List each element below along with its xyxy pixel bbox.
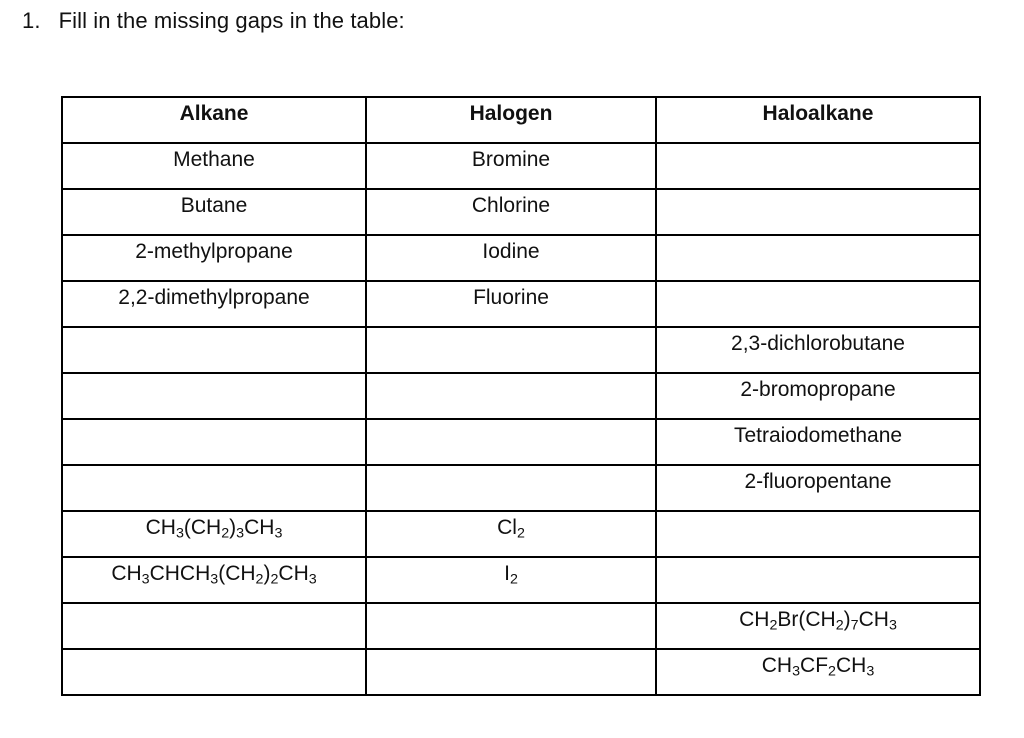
table-row [62,235,980,281]
alkane-cell [62,373,366,419]
header-haloalkane: Haloalkane [656,97,980,143]
halogen-cell [366,603,656,649]
haloalkane-cell: 2-fluoropentane [656,465,980,511]
alkane-cell [62,649,366,695]
haloalkane-cell [656,189,980,235]
alkane-cell [62,603,366,649]
haloalkane-cell: 2-bromopropane [656,373,980,419]
header-halogen: Halogen [366,97,656,143]
table-row [62,373,980,419]
question-text: Fill in the missing gaps in the table: [58,8,405,33]
halogen-cell: Fluorine [366,281,656,327]
halogen-cell [366,327,656,373]
haloalkane-cell [656,281,980,327]
haloalkane-cell: $CH_3CF_2CH_3$ [656,649,980,695]
table-row [62,511,980,557]
halogen-cell: $Cl_2$ [366,511,656,557]
haloalkane-cell [656,557,980,603]
table-row [62,649,980,695]
alkane-cell: $CH_3(CH_2)_3CH_3$ [62,511,366,557]
alkane-cell [62,419,366,465]
table-row [62,603,980,649]
halogen-cell: Bromine [366,143,656,189]
halogen-cell: $I_2$ [366,557,656,603]
haloalkane-table [61,96,981,696]
haloalkane-cell: 2,3-dichlorobutane [656,327,980,373]
halogen-cell [366,465,656,511]
table-row [62,557,980,603]
table-row [62,143,980,189]
halogen-cell [366,373,656,419]
alkane-cell: 2-methylpropane [62,235,366,281]
table-row [62,281,980,327]
question-heading [22,8,405,34]
haloalkane-cell [656,511,980,557]
alkane-cell: 2,2-dimethylpropane [62,281,366,327]
header-alkane: Alkane [62,97,366,143]
haloalkane-cell: $CH_2Br(CH_2)_7CH_3$ [656,603,980,649]
alkane-cell: Butane [62,189,366,235]
alkane-cell [62,327,366,373]
alkane-cell: Methane [62,143,366,189]
alkane-cell [62,465,366,511]
halogen-cell: Iodine [366,235,656,281]
table-row [62,327,980,373]
haloalkane-cell [656,143,980,189]
halogen-cell: Chlorine [366,189,656,235]
table-row [62,189,980,235]
halogen-cell [366,419,656,465]
table-header-row [62,97,980,143]
halogen-cell [366,649,656,695]
haloalkane-cell: Tetraiodomethane [656,419,980,465]
haloalkane-cell [656,235,980,281]
table-row [62,465,980,511]
alkane-cell: $CH_3CHCH_3(CH_2)_2CH_3$ [62,557,366,603]
question-number: 1. [22,8,41,33]
table-row [62,419,980,465]
